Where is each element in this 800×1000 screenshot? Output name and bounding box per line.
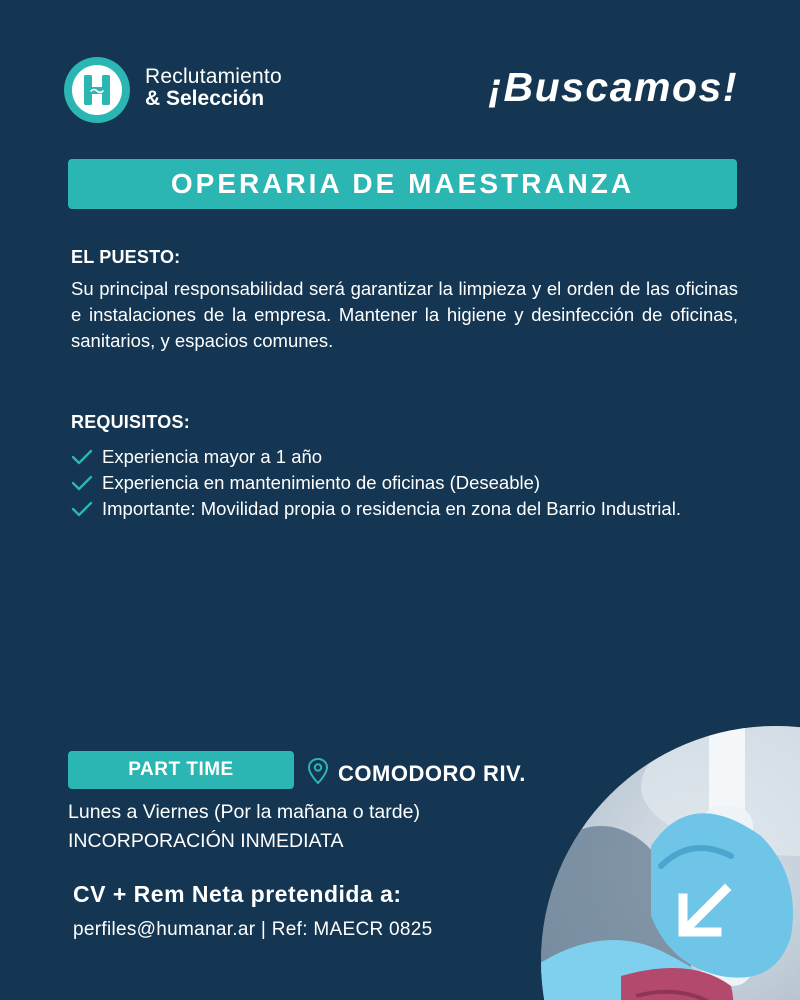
requisitos-list [71, 444, 738, 522]
apply-heading: CV + Rem Neta pretendida a: [73, 881, 402, 907]
brand-logo [64, 57, 130, 123]
location-label: COMODORO RIV. [338, 760, 526, 786]
list-item [71, 470, 738, 496]
check-icon [71, 444, 102, 470]
requisito-text: Importante: Movilidad propia o residencia en zona del Barrio Industrial. [102, 498, 681, 519]
schedule-type-label: PART TIME [128, 759, 234, 780]
requisitos-heading: REQUISITOS: [71, 412, 190, 432]
check-icon [71, 470, 102, 496]
start-info: INCORPORACIÓN INMEDIATA [68, 830, 344, 852]
job-title-banner [68, 159, 737, 209]
puesto-heading: EL PUESTO: [71, 247, 181, 267]
requisito-text: Experiencia mayor a 1 año [102, 446, 323, 467]
job-title: OPERARIA DE MAESTRANZA [170, 168, 635, 199]
logo-h-icon [72, 65, 122, 115]
requisito-text: Experiencia en mantenimiento de oficinas (Deseable) [102, 472, 541, 493]
brand-line-1: Reclutamiento [145, 65, 282, 88]
headline: ¡Buscamos! [488, 64, 738, 110]
location [306, 757, 526, 790]
schedule-type-badge [68, 751, 294, 789]
schedule-days: Lunes a Viernes (Por la mañana o tarde) [68, 801, 420, 823]
brand-line-2: & Selección [145, 87, 265, 111]
puesto-description: Su principal responsabilidad será garantizar la limpieza y el orden de las oficinas e instalaciones de la empresa. Mantener la higiene y desinfección de oficinas, sanitarios, y espacios comunes. [71, 278, 738, 351]
check-icon [71, 496, 102, 522]
list-item [71, 444, 738, 470]
list-item [71, 496, 738, 522]
location-pin-icon [306, 757, 330, 790]
contact-info[interactable]: perfiles@humanar.ar | Ref: MAECR 0825 [73, 919, 433, 940]
cleaning-photo [541, 726, 800, 1000]
brand-name [145, 66, 282, 110]
arrow-down-left-icon [675, 880, 735, 945]
schedule-info [68, 798, 420, 856]
